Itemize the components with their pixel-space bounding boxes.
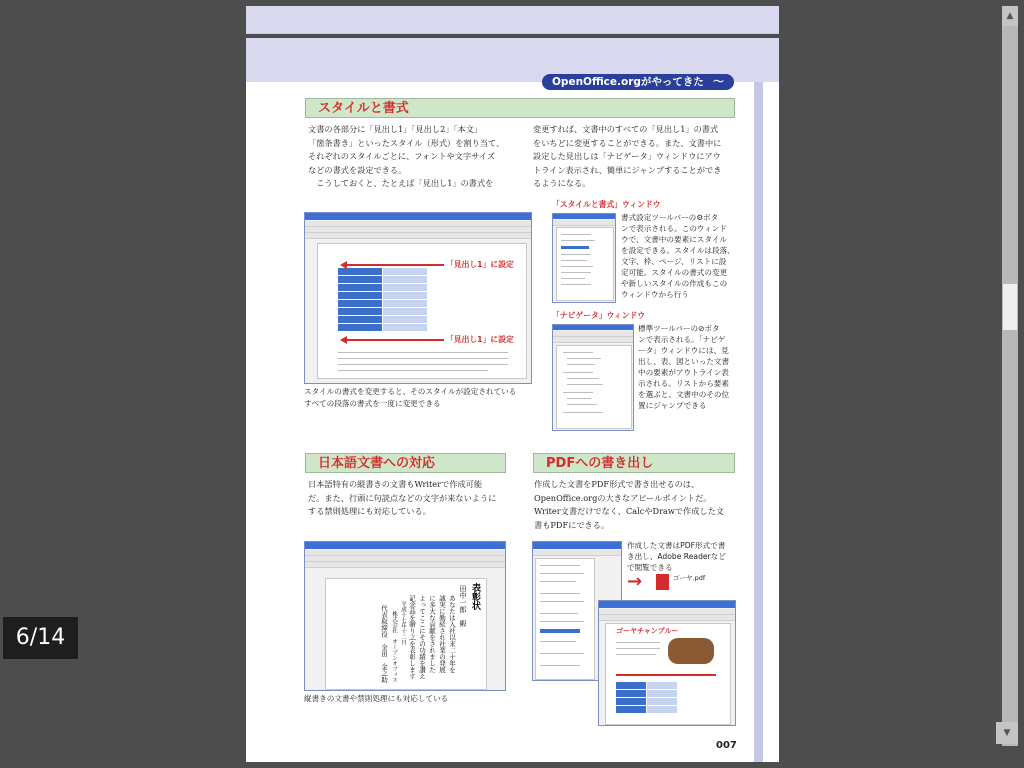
food-photo	[668, 638, 714, 664]
section-heading-text: 日本語文書への対応	[318, 456, 436, 471]
vertical-line: に多大な貢献をされました	[428, 595, 436, 673]
section-heading-text: PDFへの書き出し	[546, 456, 654, 471]
japanese-caption: 縦書きの文書や禁則処理にも対応している	[304, 694, 449, 703]
style-window-screenshot	[552, 213, 616, 303]
style-window-note: 書式設定ツールバーの⚙ボタ ンで表示される。このウィンド ウで、文書中の要素にスタイル を設定できる。スタイルは段落、 文字、枠、ページ、リストに設 定可能。スタイルの書式の変更 や新しいスタイルの作成もこの ウィンドウから行う	[621, 213, 735, 299]
brand-banner	[542, 74, 734, 90]
page-number: 007	[716, 740, 737, 751]
pdf-body: 作成した文書をPDF形式で書き出せるのは、 OpenOffice.orgの大きなアピールポイントだ。 Writer文書だけでなく、CalcやDrawで作成した文 書もPDFにできる。	[534, 479, 724, 530]
vertical-line: 記念品を贈り之を表彰します	[408, 595, 416, 680]
pdf-doc-title: ゴーヤチャンプルー	[616, 627, 679, 635]
japanese-body: 日本語特有の縦書きの文書もWriterで作成可能 だ。また、行頭に句読点などの文字が来ないように する禁則処理にも対応している。	[308, 479, 497, 516]
arrow-line	[346, 264, 444, 266]
window-titlebar	[305, 213, 531, 220]
heading1-label-bottom: 「見出し1」に設定	[446, 335, 514, 344]
navigator-screenshot	[552, 324, 634, 431]
styles-screenshot-caption: スタイルの書式を変更すると、そのスタイルが設定されている すべての段落の書式を一度に変更できる	[304, 387, 517, 408]
styles-body-right: 変更すれば、文書中のすべての「見出し1」の書式 をいちどに変更することができる。また、文書中に 設定した見出しは「ナビゲータ」ウィンドウにアウ トライン表示され、簡単にジャンプすることができ るようになる。	[533, 124, 722, 188]
navigator-note: 標準ツールバーの⊘ボタ ンで表示される。「ナビゲ ータ」ウィンドウには、見 出し、表、図といった文書 中の要素がアウトライン表 示される。リストから要素 を選ぶと、文書中のその位 置にジャンプできる	[638, 324, 730, 410]
style-window-title: 「スタイルと書式」ウィンドウ	[552, 200, 661, 209]
vertical-line: 誠実に勤続され社業の発展	[438, 595, 446, 673]
vertical-line: よってここにその功績を讃え	[418, 595, 426, 680]
writer-styles-screenshot	[304, 212, 532, 384]
vertical-line: あなたは入社以来二十年を	[448, 595, 456, 673]
scroll-down-button[interactable]: ▼	[996, 722, 1018, 744]
vertical-title: 表彰状	[470, 583, 480, 610]
vertical-line: 平成十七年十二月	[400, 601, 406, 645]
heading1-label-top: 「見出し1」に設定	[446, 260, 514, 269]
scrollbar-thumb[interactable]	[1003, 284, 1017, 330]
navigator-title: 「ナビゲータ」ウィンドウ	[552, 311, 646, 320]
arrow-line	[346, 339, 444, 341]
format-toolbar	[305, 233, 531, 239]
section-heading-pdf	[533, 453, 735, 473]
pdf-file-icon	[656, 574, 669, 590]
vertical-line: 代表取締役 金田 金之助	[380, 605, 388, 683]
swoosh-icon: 〜	[713, 75, 724, 88]
document-page	[246, 38, 779, 762]
page-side-bar	[754, 82, 763, 762]
pdf-document	[605, 623, 731, 725]
vertical-line: 田中一郎 殿	[459, 585, 467, 627]
vertical-document	[325, 578, 487, 690]
pdf-reader-screenshot	[598, 600, 736, 726]
section-heading-text: スタイルと書式	[318, 101, 409, 116]
vertical-line: 株式会社 オープンオフィス	[391, 611, 397, 683]
styles-body-left: 文書の各部分に「見出し1」「見出し2」「本文」 「箇条書き」といったスタイル（形式）を割り当て、 それぞれのスタイルごとに、フォントや文字サイズ などの書式を設定できる。 こうしておくと、たとえば「見出し1」の書式を	[308, 124, 505, 188]
pdf-file-name: ゴーヤ.pdf	[673, 574, 706, 582]
pdf-note: 作成した文書はPDF形式で書 き出し、Adobe Readerなど で閲覧できる	[627, 541, 726, 572]
previous-page-edge	[246, 6, 779, 34]
brand-banner-text: OpenOffice.orgがやってきた	[552, 76, 704, 88]
vertical-writing-screenshot	[304, 541, 506, 691]
arrow-right-icon: →	[627, 571, 643, 592]
page-counter: 6/14	[3, 617, 78, 659]
vertical-scrollbar[interactable]	[1002, 6, 1018, 746]
section-heading-japanese	[305, 453, 506, 473]
file-menu	[535, 558, 595, 680]
scroll-up-button[interactable]: ▲	[1002, 6, 1018, 26]
section-heading-styles	[305, 98, 735, 118]
